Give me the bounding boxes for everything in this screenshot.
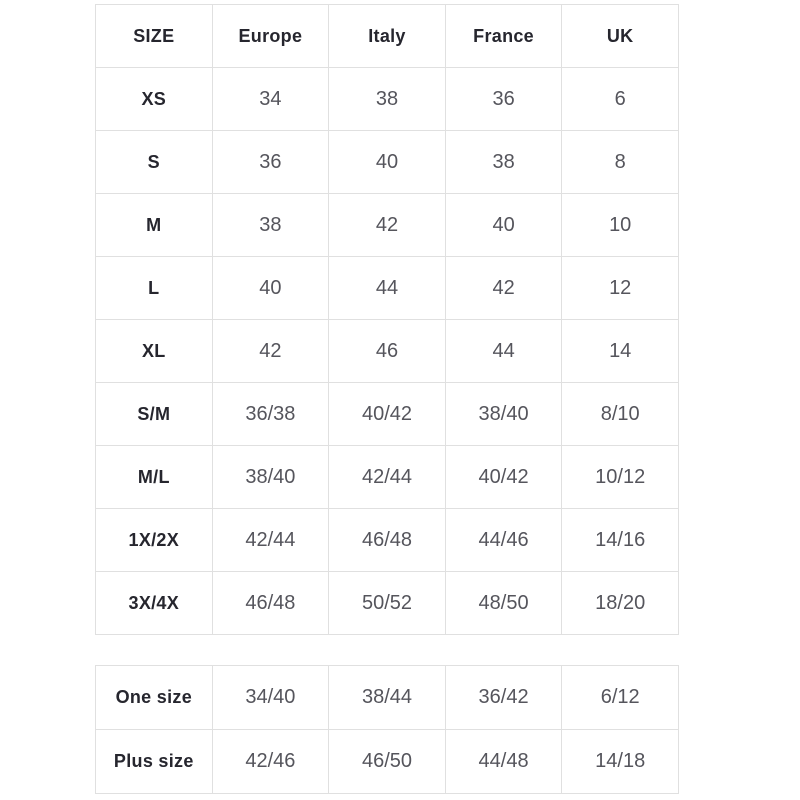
row-label: M/L xyxy=(96,446,213,509)
size-value-cell: 6/12 xyxy=(562,666,679,730)
size-value-cell: 42 xyxy=(329,194,446,257)
size-value-cell: 42/44 xyxy=(212,509,329,572)
column-header-uk: UK xyxy=(562,5,679,68)
size-value-cell: 46/50 xyxy=(329,730,446,794)
size-value-cell: 38/40 xyxy=(445,383,562,446)
column-header-france: France xyxy=(445,5,562,68)
size-value-cell: 42 xyxy=(212,320,329,383)
size-value-cell: 42 xyxy=(445,257,562,320)
size-value-cell: 50/52 xyxy=(329,572,446,635)
size-value-cell: 44 xyxy=(329,257,446,320)
size-value-cell: 36 xyxy=(212,131,329,194)
size-value-cell: 8 xyxy=(562,131,679,194)
row-label: S/M xyxy=(96,383,213,446)
row-label: XS xyxy=(96,68,213,131)
table-row-3x4x xyxy=(96,572,679,635)
table-row-sm xyxy=(96,383,679,446)
size-value-cell: 44/48 xyxy=(445,730,562,794)
size-value-cell: 44 xyxy=(445,320,562,383)
column-header-size: SIZE xyxy=(96,5,213,68)
size-value-cell: 40/42 xyxy=(445,446,562,509)
row-label: 3X/4X xyxy=(96,572,213,635)
table-row-ml xyxy=(96,446,679,509)
size-value-cell: 38 xyxy=(212,194,329,257)
size-value-cell: 10 xyxy=(562,194,679,257)
row-label: XL xyxy=(96,320,213,383)
size-value-cell: 12 xyxy=(562,257,679,320)
row-label: 1X/2X xyxy=(96,509,213,572)
table-row-1x2x xyxy=(96,509,679,572)
row-label: M xyxy=(96,194,213,257)
size-value-cell: 14/18 xyxy=(562,730,679,794)
size-conversion-table xyxy=(95,4,679,635)
size-value-cell: 46 xyxy=(329,320,446,383)
table-row-xl xyxy=(96,320,679,383)
table-row-one-size xyxy=(96,666,679,730)
size-value-cell: 48/50 xyxy=(445,572,562,635)
table-row-s xyxy=(96,131,679,194)
size-value-cell: 42/44 xyxy=(329,446,446,509)
size-value-cell: 34/40 xyxy=(212,666,329,730)
size-value-cell: 14 xyxy=(562,320,679,383)
size-value-cell: 40 xyxy=(212,257,329,320)
size-value-cell: 38 xyxy=(329,68,446,131)
row-label: L xyxy=(96,257,213,320)
size-value-cell: 40 xyxy=(329,131,446,194)
size-value-cell: 46/48 xyxy=(329,509,446,572)
size-value-cell: 34 xyxy=(212,68,329,131)
table-row-l xyxy=(96,257,679,320)
size-value-cell: 18/20 xyxy=(562,572,679,635)
row-label: S xyxy=(96,131,213,194)
size-value-cell: 40 xyxy=(445,194,562,257)
row-label: Plus size xyxy=(96,730,213,794)
column-header-italy: Italy xyxy=(329,5,446,68)
size-value-cell: 42/46 xyxy=(212,730,329,794)
size-value-cell: 40/42 xyxy=(329,383,446,446)
size-value-cell: 38/40 xyxy=(212,446,329,509)
size-value-cell: 14/16 xyxy=(562,509,679,572)
size-value-cell: 44/46 xyxy=(445,509,562,572)
special-sizes-table xyxy=(95,665,679,794)
size-value-cell: 36/42 xyxy=(445,666,562,730)
size-value-cell: 8/10 xyxy=(562,383,679,446)
row-label: One size xyxy=(96,666,213,730)
column-header-europe: Europe xyxy=(212,5,329,68)
size-value-cell: 6 xyxy=(562,68,679,131)
table-row-plus-size xyxy=(96,730,679,794)
size-value-cell: 36/38 xyxy=(212,383,329,446)
size-value-cell: 38 xyxy=(445,131,562,194)
header-row xyxy=(96,5,679,68)
table-row-xs xyxy=(96,68,679,131)
size-value-cell: 36 xyxy=(445,68,562,131)
table-row-m xyxy=(96,194,679,257)
size-value-cell: 46/48 xyxy=(212,572,329,635)
size-value-cell: 38/44 xyxy=(329,666,446,730)
size-value-cell: 10/12 xyxy=(562,446,679,509)
